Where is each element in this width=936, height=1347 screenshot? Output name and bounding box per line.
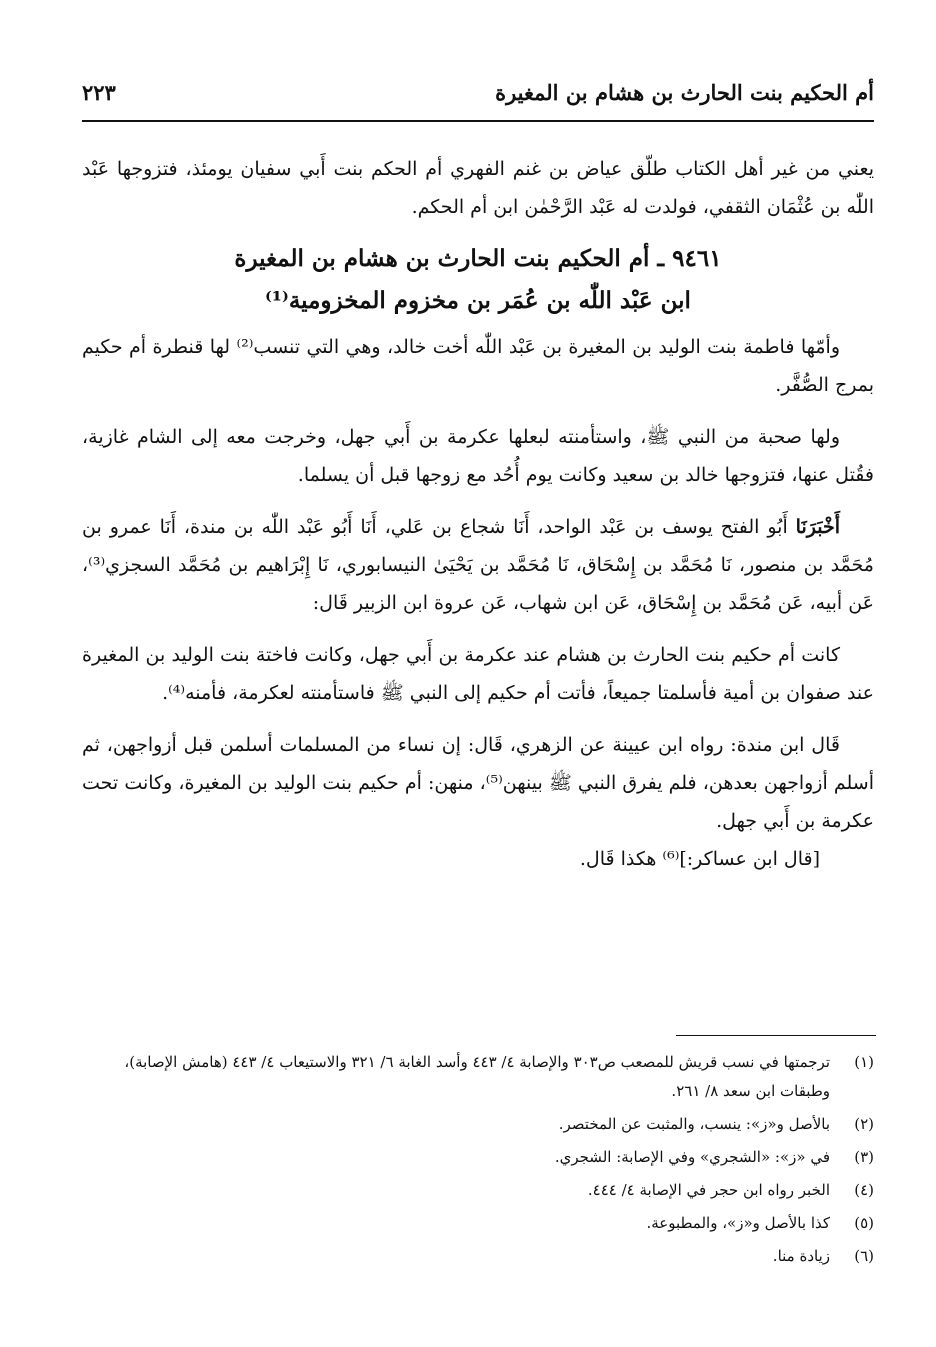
footnote xyxy=(82,1110,874,1139)
paragraph-1: يعني من غير أهل الكتاب طلّق عياض بن غنم الفهري أم الحكم بنت أَبي سفيان يومئذ، فتزوجها عَبْد اللّٰه بن عُثْمَان الثقفي، فولدت له عَبْد الرَّحْمٰن ابن أم الحكم. xyxy=(82,158,874,218)
footnote-number: (١) xyxy=(854,1053,874,1071)
footnote-text: الخبر رواه ابن حجر في الإصابة ٤/ ٤٤٤. xyxy=(587,1181,830,1199)
narration-lead: أَخْبَرَنَا xyxy=(795,516,840,538)
footnote xyxy=(82,1209,874,1238)
page-header xyxy=(82,78,874,116)
footnote xyxy=(82,1242,874,1271)
entry-heading-line-2: ابن عَبْد اللّٰه بن عُمَر بن مخزوم المخزومية⁽¹⁾ xyxy=(265,287,691,314)
footnote xyxy=(82,1176,874,1205)
footnote-text: في «ز»: «الشجري» وفي الإصابة: الشجري. xyxy=(554,1148,830,1166)
footnote-text: كذا بالأصل و«ز»، والمطبوعة. xyxy=(646,1214,830,1232)
paragraph-2: وأمّها فاطمة بنت الوليد بن المغيرة بن عَبْد اللّٰه أخت خالد، وهي التي تنسب⁽²⁾ لها قنطرة أم حكيم بمرج الصُّفَّر. xyxy=(82,336,874,396)
paragraph-7: [قال ابن عساكر:]⁽⁶⁾ هكذا قَال. xyxy=(579,848,820,870)
footnote-rule xyxy=(676,1035,876,1036)
footnote-text: زيادة منا. xyxy=(772,1247,830,1265)
footnote-number: (٢) xyxy=(854,1115,874,1133)
footnote-number: (٦) xyxy=(854,1247,874,1265)
entry-heading-line-1: ٩٤٦١ ـ أم الحكيم بنت الحارث بن هشام بن المغيرة xyxy=(234,245,722,272)
page-body xyxy=(82,150,874,878)
footnote-text: ترجمتها في نسب قريش للمصعب ص٣٠٣ والإصابة ٤/ ٤٤٣ وأسد الغابة ٦/ ٣٢١ والاستيعاب ٤/ ٤٤٣ (هامش الإصابة)، وطبقات ابن سعد ٨/ ٢٦١. xyxy=(124,1053,830,1100)
paragraph-4 xyxy=(82,508,874,622)
paragraph-4-text: أَبُو الفتح يوسف بن عَبْد الواحد، أَنَا شجاع بن عَلي، أَنَا أَبُو عَبْد اللّٰه بن مندة، أَنَا عمرو بن مُحَمَّد بن منصور، نَا مُحَمَّد بن إِسْحَاق، نَا مُحَمَّد بن يَحْيَىٰ النيسابوري، نَا إِبْرَاهيم بن مُحَمَّد السجزي⁽³⁾، عَن أبيه، عَن مُحَمَّد بن إِسْحَاق، عَن ابن شهاب، عَن عروة ابن الزبير قَال: xyxy=(82,516,874,614)
running-title: أم الحكيم بنت الحارث بن هشام بن المغيرة xyxy=(495,80,874,105)
footnote-number: (٣) xyxy=(854,1148,874,1166)
paragraph-6: قَال ابن مندة: رواه ابن عيينة عن الزهري، قَال: إن نساء من المسلمات أسلمن قبل أزواجهن، ثم أسلم أزواجهن بعدهن، فلم يفرق النبي ﷺ بينهن⁽⁵⁾، منهن: أم حكيم بنت الوليد بن المغيرة، وكانت تحت عكرمة بن أَبي جهل. xyxy=(82,734,875,832)
entry-heading xyxy=(82,238,874,322)
header-rule xyxy=(82,120,874,122)
footnote xyxy=(82,1143,874,1172)
footnotes xyxy=(82,1048,874,1271)
paragraph-3: ولها صحبة من النبي ﷺ، واستأمنته لبعلها عكرمة بن أَبي جهل، وخرجت معه إلى الشام غازية، فقُتل عنها، فتزوجها خالد بن سعيد وكانت يوم أُحُد مع زوجها قبل أن يسلما. xyxy=(82,426,874,486)
page-number: ٢٢٣ xyxy=(82,80,116,105)
footnote xyxy=(82,1048,874,1106)
footnote-number: (٥) xyxy=(854,1214,874,1232)
footnote-number: (٤) xyxy=(854,1181,874,1199)
footnote-text: بالأصل و«ز»: ينسب، والمثبت عن المختصر. xyxy=(558,1115,830,1133)
paragraph-5: كانت أم حكيم بنت الحارث بن هشام عند عكرمة بن أَبي جهل، وكانت فاختة بنت الوليد بن المغيرة عند صفوان بن أمية فأسلمتا جميعاً، فأتت أم حكيم إلى النبي ﷺ فاستأمنته لعكرمة، فأمنه⁽⁴⁾. xyxy=(82,644,874,704)
